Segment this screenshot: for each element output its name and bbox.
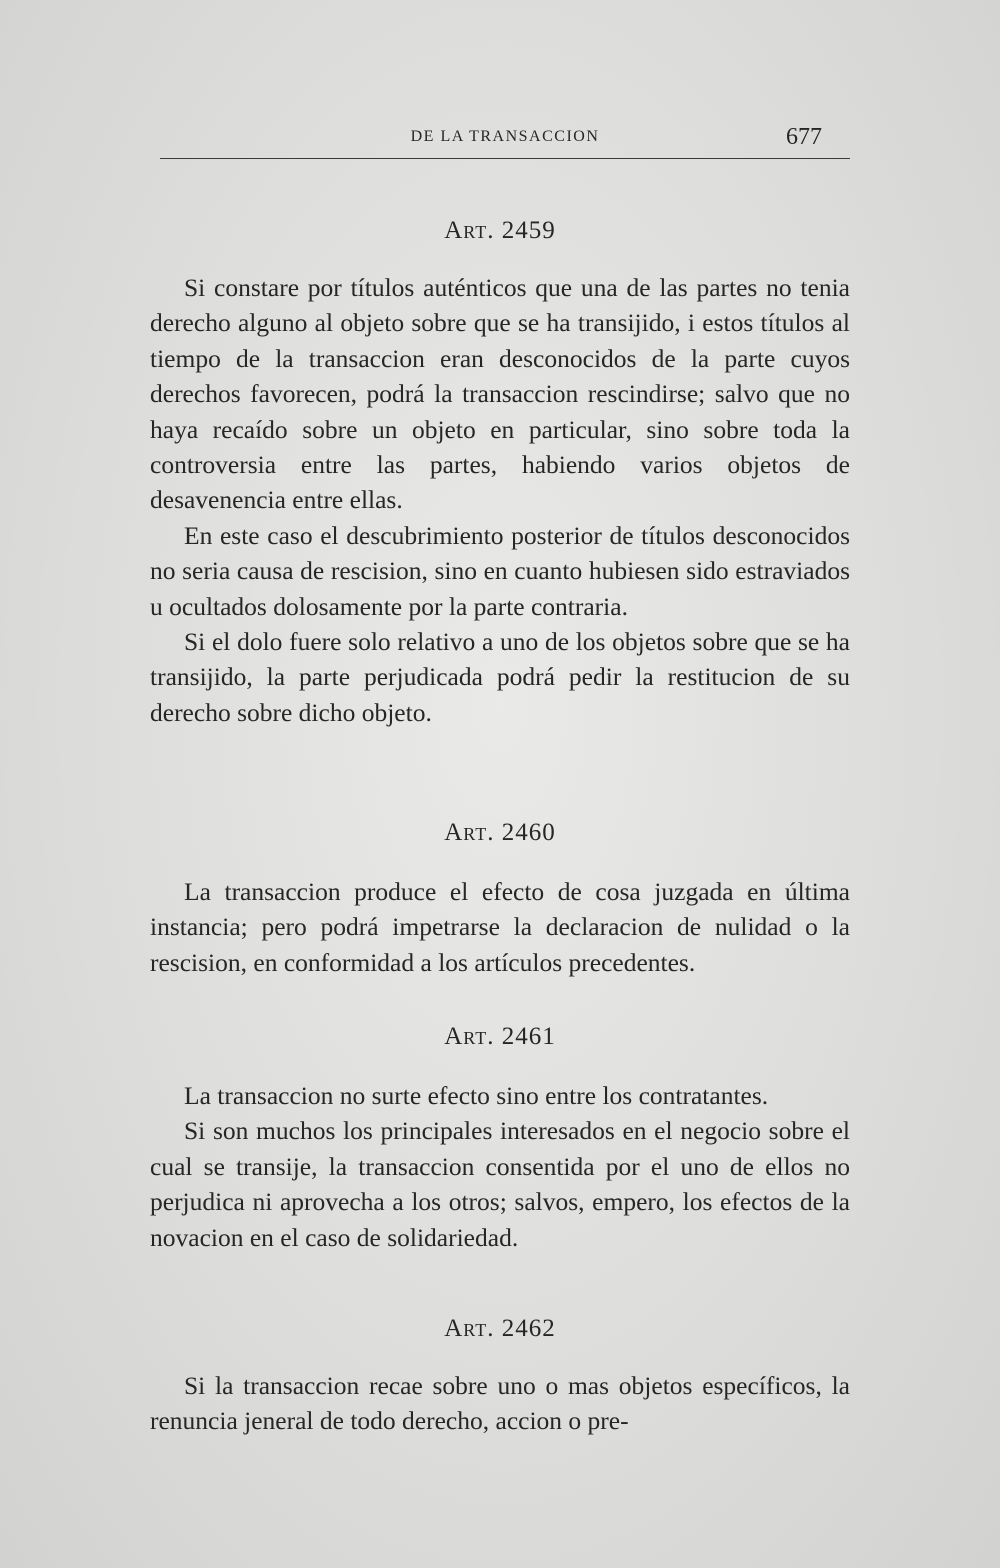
article-paragraph: Si el dolo fuere solo relativo a uno de los objetos sobre que se ha transijido, la parte perjudicada podrá pedir la restitucion de su derecho sobre dicho objeto. [150, 627, 850, 727]
article-heading [150, 1022, 850, 1052]
article-paragraph: La transaccion produce el efecto de cosa juzgada en última instancia; pero podrá impetrarse la declaracion de nulidad o la rescision, en conformidad a los artículos precedentes. [150, 877, 850, 977]
article-heading-word: Art. [444, 1315, 495, 1342]
article-paragraph: En este caso el descubrimiento posterior de títulos desconocidos no seria causa de rescision, sino en cuanto hubiesen sido estraviados u ocultados dolosamente por la parte contraria. [150, 520, 850, 621]
article-heading-word: Art. [444, 217, 495, 244]
running-head [160, 124, 850, 159]
article-paragraph: Si la transaccion recae sobre uno o mas objetos específicos, la renuncia jeneral de todo derecho, accion o pre- [150, 1371, 850, 1436]
article-heading-number: 2462 [501, 1315, 556, 1342]
article-paragraph: Si son muchos los principales interesados en el negocio sobre el cual se transije, la transaccion consentida por el uno de ellos no perjudica ni aprovecha a los otros; salvos, empero, los efectos de la novacion en el caso de solidariedad. [150, 1116, 850, 1252]
article-paragraph: Si constare por títulos auténticos que una de las partes no tenia derecho alguno al objeto sobre que se ha transijido, i estos títulos al tiempo de la transaccion eran desconocidos de la parte cuyos derechos favorecen, podrá la transaccion rescindirse; salvo que no haya recaído sobre un objeto en particular, sino sobre toda la controversia entre las partes, habiendo varios objetos de desavenencia entre ellas. [150, 273, 850, 515]
running-title: DE LA TRANSACCION [410, 128, 600, 145]
article-heading [150, 818, 850, 848]
article-2461 [150, 1022, 850, 1255]
article-2462 [150, 1314, 850, 1439]
article-heading [150, 216, 850, 246]
article-heading-number: 2461 [501, 1023, 556, 1050]
article-2460 [150, 818, 850, 980]
article-heading-number: 2459 [501, 217, 556, 244]
article-heading [150, 1314, 850, 1344]
article-heading-word: Art. [444, 819, 495, 846]
page-number: 677 [786, 124, 822, 150]
article-2459 [150, 216, 850, 730]
article-heading-number: 2460 [501, 819, 556, 846]
article-paragraph: La transaccion no surte efecto sino entre los contratantes. [184, 1081, 769, 1110]
article-heading-word: Art. [444, 1023, 495, 1050]
